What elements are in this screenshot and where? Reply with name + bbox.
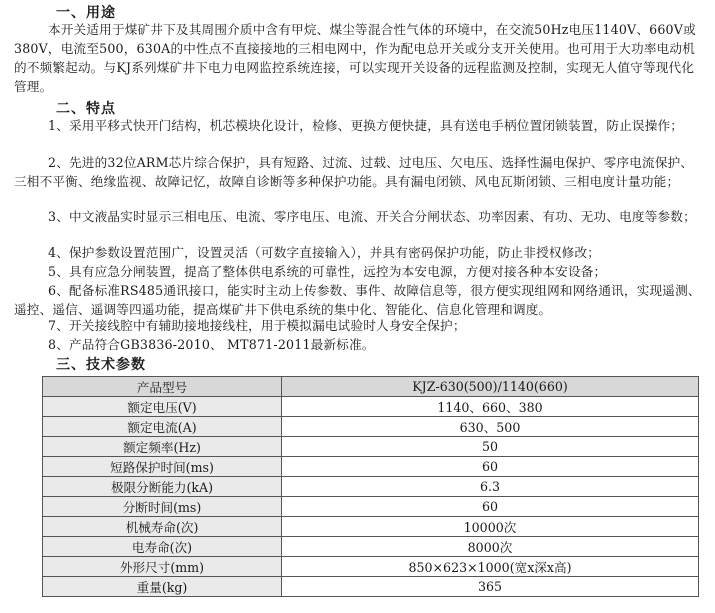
spec-key: 外形尺寸(mm) <box>43 557 282 577</box>
spec-value: KJZ-630(500)/1140(660) <box>282 377 699 397</box>
spec-key: 极限分断能力(kA) <box>43 477 282 497</box>
table-row <box>43 517 699 537</box>
table-row <box>43 417 699 437</box>
feature-item-3: 3、中文液晶实时显示三相电压、电流、零序电压、电流、开关合分闸状态、功率因素、有功、无功、电度等参数； <box>48 209 696 224</box>
table-row <box>43 457 699 477</box>
spec-key: 额定电压(V) <box>43 397 282 417</box>
table-row <box>43 477 699 497</box>
feature-item-6: 6、配备标准RS485通讯接口，能实时主动上传参数、事件、故障信息等，很方便实现组网和网络通讯，实现遥测、遥控、遥信、遥调等四遥功能，提高煤矿井下供电系统的集中化、智能化、信息化管理和调度。 <box>14 283 701 317</box>
table-row <box>43 497 699 517</box>
spec-key: 重量(kg) <box>43 577 282 597</box>
spec-key: 产品型号 <box>43 377 282 397</box>
spec-key: 额定电流(A) <box>43 417 282 437</box>
section-specs-title: 三、技术参数 <box>56 357 146 373</box>
spec-value: 60 <box>282 497 699 517</box>
feature-item-2: 2、先进的32位ARM芯片综合保护，具有短路、过流、过载、过电压、欠电压、选择性漏电保护、零序电流保护、三相不平衡、绝缘监视、故障记忆，故障自诊断等多种保护功能。具有漏电闭锁、风电瓦斯闭锁、三相电度计量功能； <box>14 155 694 189</box>
section-usage-title: 一、用途 <box>56 5 116 21</box>
spec-key: 机械寿命(次) <box>43 517 282 537</box>
feature-item-8: 8、产品符合GB3836-2010、 MT871-2011最新标准。 <box>48 337 375 352</box>
table-row <box>43 577 699 597</box>
spec-value: 10000次 <box>282 517 699 537</box>
table-row <box>43 377 699 397</box>
table-row <box>43 437 699 457</box>
spec-value: 630、500 <box>282 417 699 437</box>
usage-paragraph: 本开关适用于煤矿井下及其周围介质中含有甲烷、煤尘等混合性气体的环境中，在交流50Hz电压1140V、660V或380V，电流至500，630A的中性点不直接接地的三相电网中，作为配电总开关或分支开关使用。也可用于大功率电动机的不频繁起动。与KJ系列煤矿井下电力电网监控系统连接，可以实现开关设备的远程监测及控制，实现无人值守等现代化管理。 <box>14 22 696 94</box>
table-row <box>43 557 699 577</box>
feature-item-4: 4、保护参数设置范围广，设置灵活（可数字直接输入），并具有密码保护功能，防止非授权修改； <box>48 245 601 260</box>
table-row <box>43 537 699 557</box>
feature-item-5: 5、具有应急分闸装置，提高了整体供电系统的可靠性，远控为本安电源，方便对接各种本安设备； <box>48 264 607 279</box>
spec-key: 电寿命(次) <box>43 537 282 557</box>
feature-item-1: 1、采用平移式快开门结构，机芯模块化设计，检修、更换方便快捷，具有送电手柄位置闭锁装置，防止误操作； <box>48 118 684 133</box>
spec-key: 分断时间(ms) <box>43 497 282 517</box>
section-features-title: 二、特点 <box>56 101 116 117</box>
feature-item-7: 7、开关接线腔中有辅助接地接线柱，用于模拟漏电试验时人身安全保护； <box>48 318 466 333</box>
spec-table <box>42 376 699 597</box>
spec-value: 60 <box>282 457 699 477</box>
table-row <box>43 397 699 417</box>
spec-value: 1140、660、380 <box>282 397 699 417</box>
spec-key: 额定频率(Hz) <box>43 437 282 457</box>
spec-value: 8000次 <box>282 537 699 557</box>
spec-value: 365 <box>282 577 699 597</box>
spec-key: 短路保护时间(ms) <box>43 457 282 477</box>
spec-value: 50 <box>282 437 699 457</box>
spec-value: 6.3 <box>282 477 699 497</box>
spec-value: 850×623×1000(宽x深x高) <box>282 557 699 577</box>
